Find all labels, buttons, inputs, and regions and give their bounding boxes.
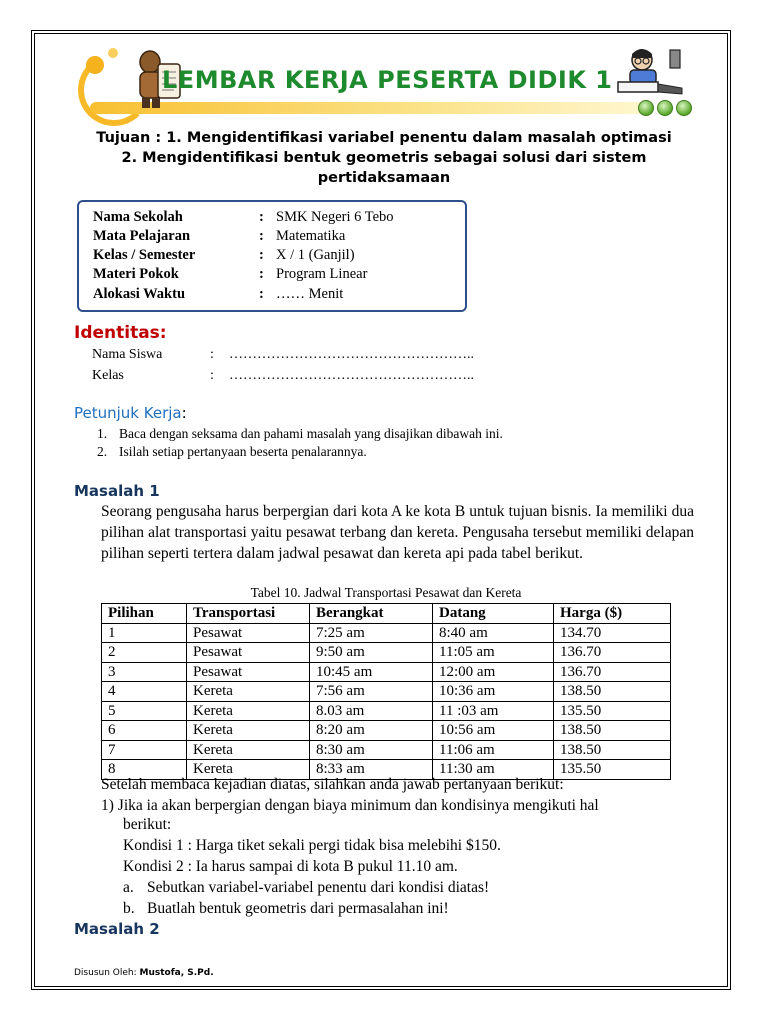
question-1: 1) Jika ia akan berpergian dengan biaya minimum dan kondisinya mengikuti hal	[101, 797, 599, 814]
table-cell: 2	[102, 643, 187, 663]
green-dot-icon	[657, 100, 673, 116]
table-cell: 5	[102, 701, 187, 721]
tujuan-line: pertidaksamaan	[317, 170, 451, 186]
table-row	[102, 623, 671, 643]
table-cell: Kereta	[187, 701, 310, 721]
masalah-1-paragraph: Seorang pengusaha harus berpergian dari kota A ke kota B untuk tujuan bisnis. Ia memiliki dua pilihan alat transportasi yaitu pesawat terbang dan kereta. Pengusaha tersebut memiliki delapan pilihan seperti tertera dalam jadwal pesawat dan kereta api pada tabel berikut.	[101, 503, 694, 562]
info-value: Program Linear	[276, 266, 368, 282]
table-cell: 138.50	[554, 740, 671, 760]
table-cell: 8	[102, 760, 187, 780]
table-cell: 134.70	[554, 623, 671, 643]
table-row	[102, 643, 671, 663]
sub-question-letter: b.	[123, 900, 135, 917]
info-value: X / 1 (Ganjil)	[276, 247, 355, 263]
identitas-heading: Identitas:	[74, 323, 167, 343]
table-cell: 11:06 am	[433, 740, 554, 760]
info-colon: :	[259, 209, 264, 225]
dot-decoration	[108, 48, 118, 58]
sub-question-text: Sebutkan variabel-variabel penentu dari kondisi diatas!	[147, 879, 490, 896]
info-colon: :	[259, 247, 264, 263]
table-cell: Pesawat	[187, 662, 310, 682]
table-cell: 7:56 am	[310, 682, 433, 702]
dot-decoration	[86, 56, 104, 74]
footer	[74, 968, 214, 978]
kondisi-1: Kondisi 1 : Harga tiket sekali pergi tidak bisa melebihi $150.	[123, 837, 501, 854]
info-value: SMK Negeri 6 Tebo	[276, 209, 394, 225]
table-cell: 8.03 am	[310, 701, 433, 721]
petunjuk-number: 1.	[97, 426, 108, 441]
green-dot-icon	[676, 100, 692, 116]
identitas-label: Kelas	[92, 368, 124, 383]
table-header-cell: Datang	[433, 604, 554, 624]
table-cell: 3	[102, 662, 187, 682]
table-cell: 6	[102, 721, 187, 741]
info-colon: :	[259, 286, 264, 302]
table-cell: 4	[102, 682, 187, 702]
table-cell: 136.70	[554, 643, 671, 663]
info-label: Alokasi Waktu	[93, 286, 186, 302]
table-cell: 138.50	[554, 721, 671, 741]
table-header-row	[102, 604, 671, 624]
table-cell: 138.50	[554, 682, 671, 702]
table-cell: 135.50	[554, 701, 671, 721]
table-row	[102, 682, 671, 702]
identitas-label: Nama Siswa	[92, 347, 163, 362]
reading-student-icon	[610, 44, 690, 104]
info-value: Matematika	[276, 228, 346, 244]
info-colon: :	[259, 266, 264, 282]
footer-author: Mustofa, S.Pd.	[139, 968, 214, 978]
info-label: Mata Pelajaran	[93, 228, 191, 244]
table-caption: Tabel 10. Jadwal Transportasi Pesawat dan Kereta	[250, 585, 522, 600]
info-colon: :	[259, 228, 264, 244]
tujuan-section	[60, 128, 708, 188]
table-cell: 10:36 am	[433, 682, 554, 702]
table-cell: 11 :03 am	[433, 701, 554, 721]
identitas-blank[interactable]: ……………………………………………..	[229, 368, 474, 383]
table-cell: 9:50 am	[310, 643, 433, 663]
table-cell: 12:00 am	[433, 662, 554, 682]
table-cell: Kereta	[187, 760, 310, 780]
tujuan-line: Tujuan : 1. Mengidentifikasi variabel penentu dalam masalah optimasi	[96, 130, 672, 146]
petunjuk-colon: :	[181, 404, 187, 422]
identitas-colon: :	[210, 347, 214, 362]
table-cell: Pesawat	[187, 643, 310, 663]
identitas-blank[interactable]: ……………………………………………..	[229, 347, 474, 362]
green-dot-icon	[638, 100, 654, 116]
table-cell: 135.50	[554, 760, 671, 780]
after-table-text: Setelah membaca kejadian diatas, silahkan anda jawab pertanyaan berikut:	[101, 776, 564, 793]
table-row	[102, 721, 671, 741]
schedule-table	[101, 603, 671, 780]
masalah-1-heading: Masalah 1	[74, 482, 160, 500]
petunjuk-text: Baca dengan seksama dan pahami masalah yang disajikan dibawah ini.	[119, 426, 503, 441]
tujuan-line: 2. Mengidentifikasi bentuk geometris sebagai solusi dari sistem	[121, 150, 647, 166]
page-title: LEMBAR KERJA PESERTA DIDIK 1	[162, 66, 613, 94]
table-cell: 7	[102, 740, 187, 760]
table-cell: Kereta	[187, 740, 310, 760]
petunjuk-text: Isilah setiap pertanyaan beserta penalarannya.	[119, 444, 367, 459]
table-cell: 8:30 am	[310, 740, 433, 760]
school-info-box	[77, 200, 467, 312]
footer-prefix: Disusun Oleh:	[74, 968, 140, 978]
kondisi-2: Kondisi 2 : Ia harus sampai di kota B pukul 11.10 am.	[123, 858, 458, 875]
identitas-colon: :	[210, 368, 214, 383]
question-1-continuation: berikut:	[123, 816, 172, 833]
table-cell: 10:56 am	[433, 721, 554, 741]
table-cell: Pesawat	[187, 623, 310, 643]
sub-question-letter: a.	[123, 879, 134, 896]
masalah-2-heading: Masalah 2	[74, 920, 160, 938]
table-cell: 11:05 am	[433, 643, 554, 663]
table-cell: Kereta	[187, 682, 310, 702]
table-cell: Kereta	[187, 721, 310, 741]
table-cell: 7:25 am	[310, 623, 433, 643]
table-row	[102, 701, 671, 721]
sub-question-text: Buatlah bentuk geometris dari permasalahan ini!	[147, 900, 449, 917]
table-cell: 8:40 am	[433, 623, 554, 643]
table-header-cell: Harga ($)	[554, 604, 671, 624]
table-header-cell: Pilihan	[102, 604, 187, 624]
table-cell: 136.70	[554, 662, 671, 682]
table-header-cell: Berangkat	[310, 604, 433, 624]
header-banner	[70, 42, 700, 122]
table-cell: 8:33 am	[310, 760, 433, 780]
info-label: Kelas / Semester	[93, 247, 196, 263]
petunjuk-number: 2.	[97, 444, 108, 459]
petunjuk-heading-text: Petunjuk Kerja	[74, 404, 182, 422]
table-row	[102, 662, 671, 682]
info-label: Nama Sekolah	[93, 209, 183, 225]
table-cell: 10:45 am	[310, 662, 433, 682]
info-value: …… Menit	[276, 286, 344, 302]
table-cell: 11:30 am	[433, 760, 554, 780]
table-cell: 1	[102, 623, 187, 643]
table-header-cell: Transportasi	[187, 604, 310, 624]
info-label: Materi Pokok	[93, 266, 179, 282]
table-row	[102, 740, 671, 760]
table-cell: 8:20 am	[310, 721, 433, 741]
petunjuk-heading	[74, 404, 187, 422]
